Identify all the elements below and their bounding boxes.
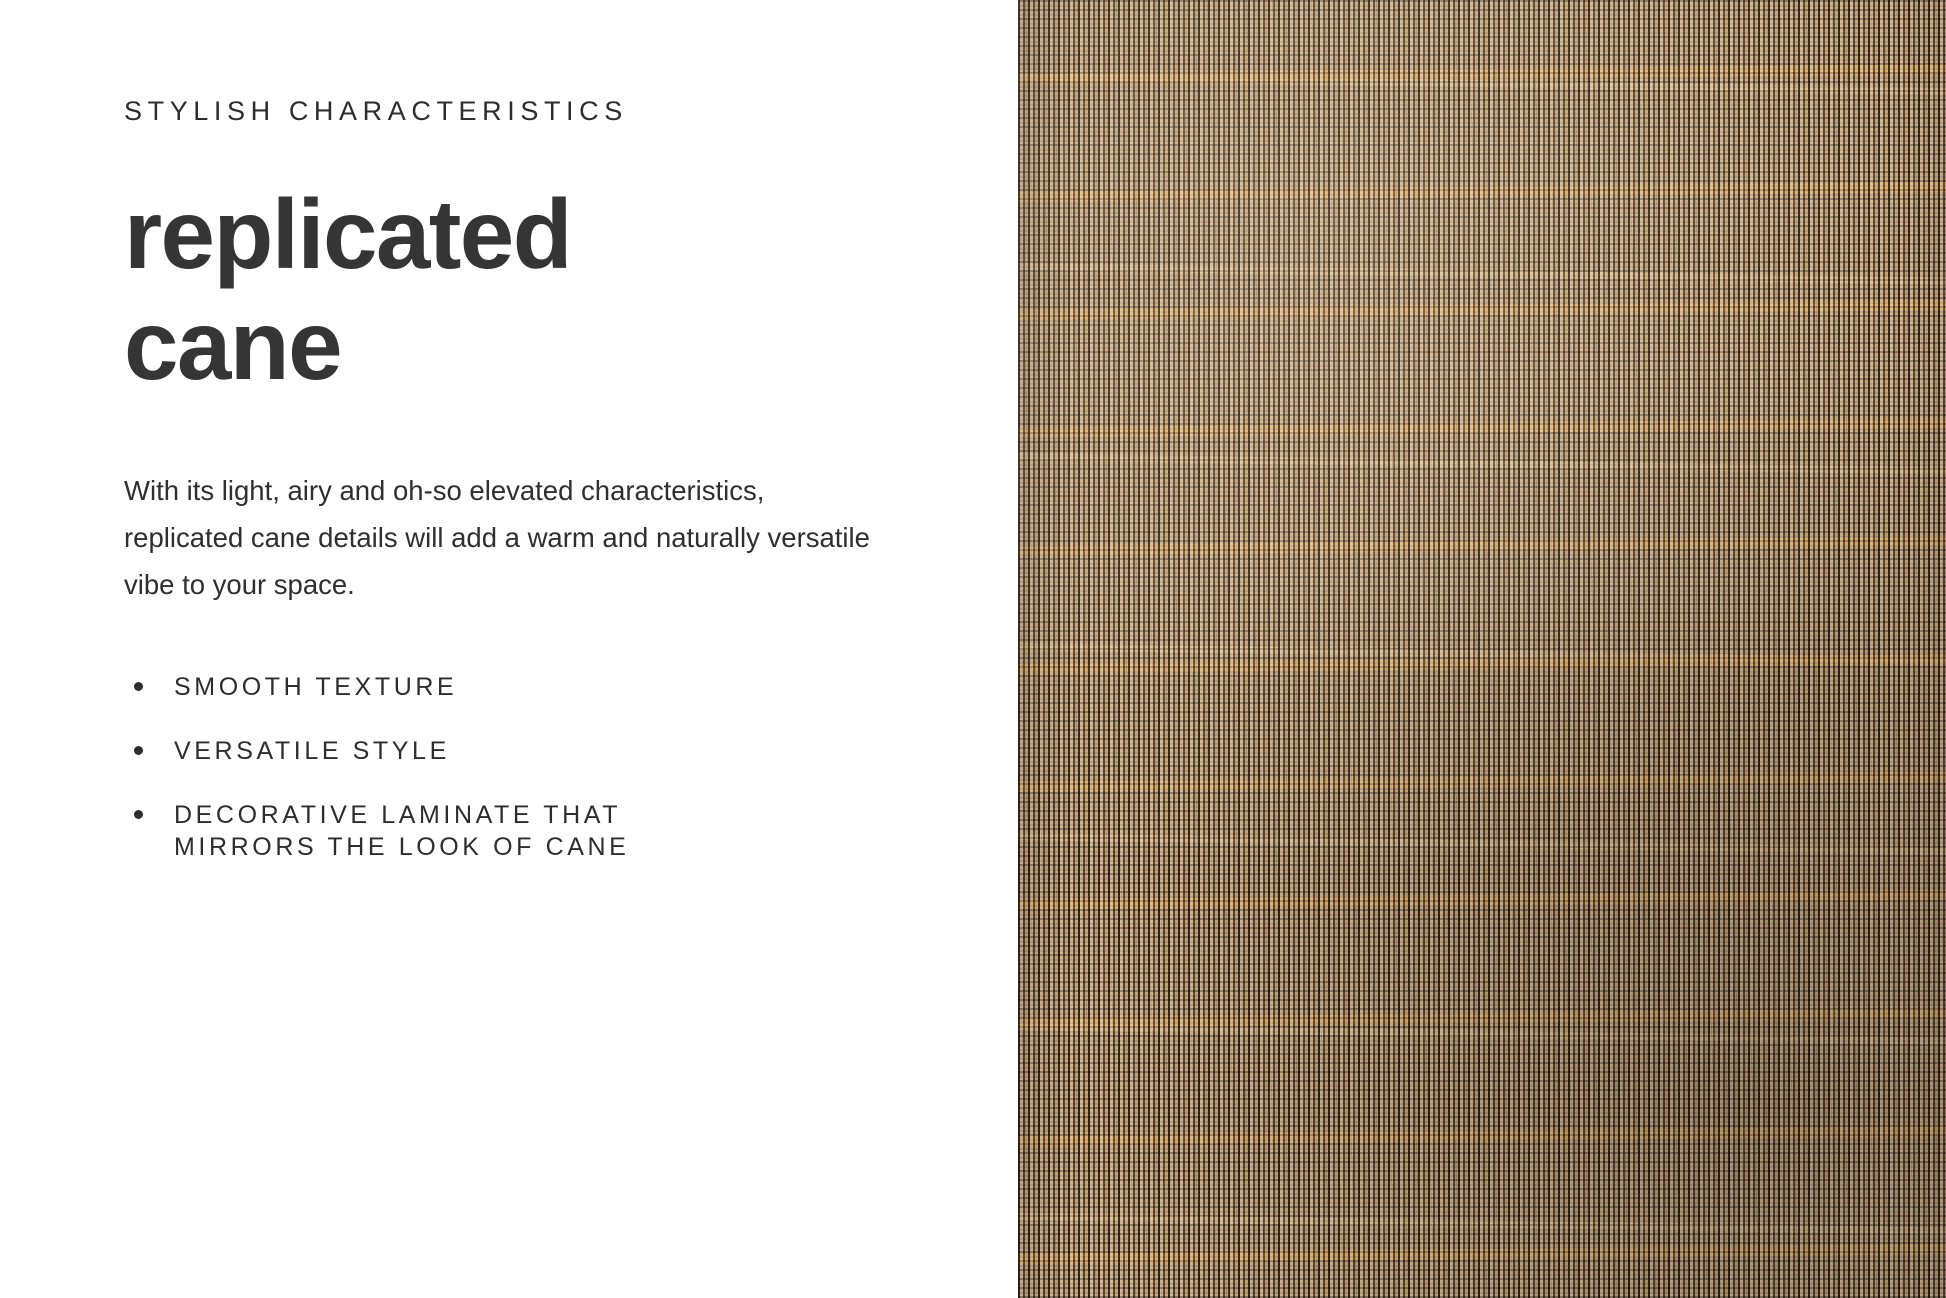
bullet-dot-icon [134,810,143,819]
weave-texture [1018,0,1946,1298]
feature-list [124,671,884,863]
eyebrow-label: STYLISH CHARACTERISTICS [124,96,628,126]
bullet-dot-icon [134,746,143,755]
list-item-label-line2: MIRRORS THE LOOK OF CANE [174,832,630,861]
bullet-dot-icon [134,682,143,691]
text-content [124,95,884,863]
cane-texture-image [1018,0,1946,1298]
weave-shading-overlay [1018,0,1946,1298]
list-item [128,799,884,863]
list-item [128,735,884,767]
list-item [128,671,884,703]
list-item-label: DECORATIVE LAMINATE THAT [174,800,622,829]
body-paragraph: With its light, airy and oh-so elevated characteristics, replicated cane details will add a warm and naturally versatile vibe to your space. [124,474,870,601]
list-item-label: VERSATILE STYLE [174,736,450,765]
page-title: replicated cane [124,179,571,401]
list-item-label: SMOOTH TEXTURE [174,672,458,701]
